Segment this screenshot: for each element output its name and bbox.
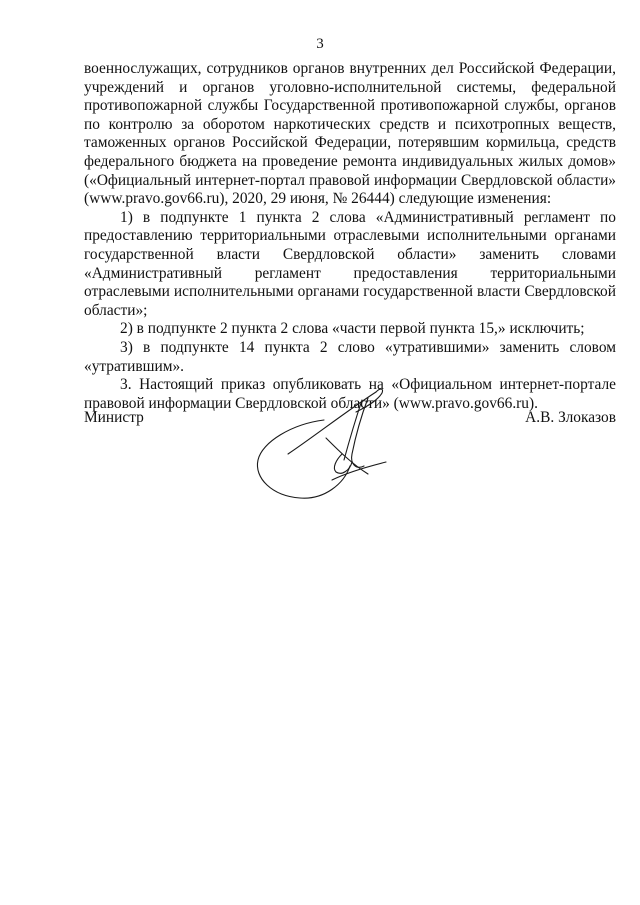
paragraph-change-1: 1) в подпункте 1 пункта 2 слова «Административный регламент по предоставлению территориальными отраслевыми исполнительными органами государственной власти Свердловской области» заменить словами «Административный регламент предоставления территориальными отраслевыми исполнительными органами государственной власти Свердловской области»;: [84, 208, 616, 319]
paragraph-continuation: военнослужащих, сотрудников органов внутренних дел Российской Федерации, учреждений и органов уголовно-исполнительной системы, федеральной противопожарной службы Государственной противопожарной службы, органов по контролю за оборотом наркотических средств и психотропных веществ, таможенных органов Российской Федерации, потерявшим кормильца, средств федерального бюджета на проведение ремонта индивидуальных жилых домов» («Официальный интернет-портал правовой информации Свердловской области» (www.pravo.gov66.ru), 2020, 29 июня, № 26444) следующие изменения:: [84, 60, 616, 208]
paragraph-change-2: 2) в подпункте 2 пункта 2 слова «части первой пункта 15,» исключить;: [120, 320, 585, 338]
document-body: [84, 60, 616, 413]
paragraph-change-3: 3) в подпункте 14 пункта 2 слово «утратившими» заменить словом «утратившим».: [84, 338, 616, 375]
paragraph-publication: 3. Настоящий приказ опубликовать на «Официальном интернет-портале правовой информации Свердловской области» (www.pravo.gov66.ru).: [84, 376, 616, 412]
signatory-name: А.В. Злоказов: [525, 409, 616, 426]
handwritten-signature: [252, 380, 392, 510]
page-number: 3: [316, 36, 324, 52]
signatory-title: Министр: [84, 409, 144, 426]
